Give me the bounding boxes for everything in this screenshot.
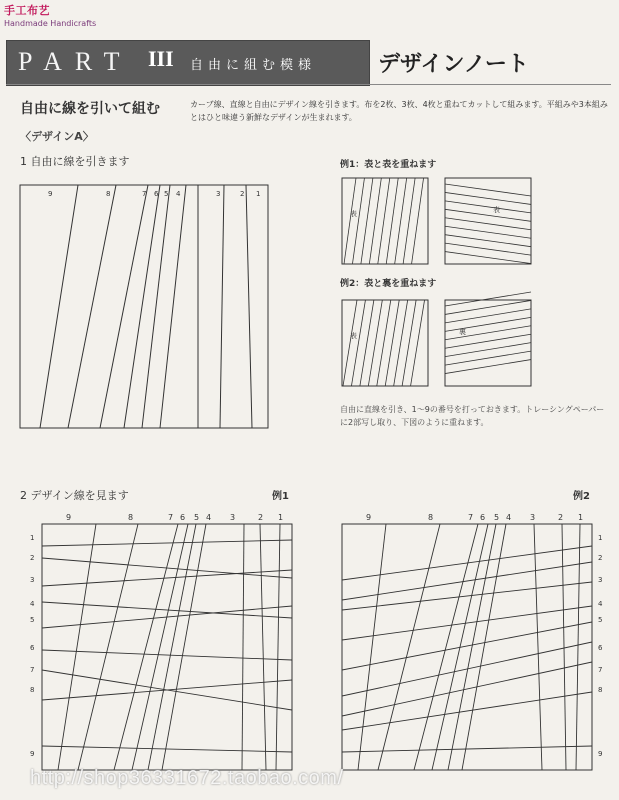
main-number-8: 8 bbox=[106, 190, 111, 198]
g2-nums-top-5: 5 bbox=[494, 513, 500, 522]
g1-lines-h-8 bbox=[42, 680, 292, 700]
g1-nums-side-7: 7 bbox=[30, 666, 35, 674]
example1-overlay-diagram bbox=[445, 178, 533, 266]
ex1a-face-label: 表 bbox=[350, 210, 357, 218]
g1-lines-v-8 bbox=[260, 524, 266, 770]
g1-lines-v-9 bbox=[276, 524, 280, 770]
g2-lines-v-9 bbox=[576, 524, 580, 770]
ex2b-frame bbox=[445, 300, 531, 386]
ex2b-lines-line-5 bbox=[445, 326, 531, 340]
g2-nums-side-4: 4 bbox=[598, 600, 603, 608]
g1-nums-side-9: 9 bbox=[30, 750, 35, 758]
g1-lines-h-2 bbox=[42, 558, 292, 578]
g2-nums-top-6: 6 bbox=[480, 513, 486, 522]
grid-diagram-example2 bbox=[328, 510, 612, 772]
g1-nums-top-9: 9 bbox=[66, 513, 72, 522]
g1-nums-side-5: 5 bbox=[30, 616, 35, 624]
example1-label: 例1 bbox=[272, 491, 289, 502]
design-label: 〈デザインA〉 bbox=[20, 130, 94, 143]
g2-nums-top-4: 4 bbox=[506, 513, 512, 522]
ex2b-lines-line-7 bbox=[445, 343, 531, 357]
ex2a-lines-line-8 bbox=[402, 300, 416, 386]
g1-nums-top-5: 5 bbox=[194, 513, 200, 522]
g2-lines-v-1 bbox=[358, 524, 386, 770]
example1-title: 例1：表と表を重ねます bbox=[340, 160, 437, 170]
g1-nums-top-4: 4 bbox=[206, 513, 212, 522]
ex2a-lines-line-4 bbox=[368, 300, 382, 386]
main-diagram-frame bbox=[20, 185, 268, 428]
g1-nums-side-6: 6 bbox=[30, 644, 35, 652]
part-label: PART bbox=[18, 47, 133, 76]
g2-nums-top-9: 9 bbox=[366, 513, 372, 522]
g1-lines-v-4 bbox=[132, 524, 188, 770]
g1-nums-top-6: 6 bbox=[180, 513, 186, 522]
g1-nums-side-8: 8 bbox=[30, 686, 35, 694]
grid2-frame bbox=[342, 524, 592, 770]
g2-lines-h-5 bbox=[342, 622, 592, 670]
g1-lines-v-7 bbox=[242, 524, 244, 770]
shop-watermark: http://shop36331672.taobao.com/ bbox=[30, 767, 344, 789]
g1-nums-top-3: 3 bbox=[230, 513, 236, 522]
main-line-1 bbox=[40, 185, 78, 428]
g2-nums-top-3: 3 bbox=[530, 513, 536, 522]
shop-logo bbox=[4, 2, 174, 30]
g1-nums-top-2: 2 bbox=[258, 513, 264, 522]
ex1b-frame bbox=[445, 178, 531, 264]
ex2a-lines-line-5 bbox=[377, 300, 391, 386]
ex1b-face-label: 表 bbox=[493, 206, 500, 214]
part-subtitle: 自由に組む模様 bbox=[190, 58, 317, 73]
example2-front-diagram bbox=[342, 300, 430, 388]
g1-lines-h-5 bbox=[42, 606, 292, 628]
g2-lines-h-7 bbox=[342, 662, 592, 716]
step2-heading: 2 デザイン線を見ます bbox=[20, 489, 129, 502]
main-line-2 bbox=[68, 185, 116, 428]
ex2b-lines-line-3 bbox=[445, 309, 531, 323]
main-line-4 bbox=[124, 185, 160, 428]
g1-nums-side-4: 4 bbox=[30, 600, 35, 608]
g2-nums-side-5: 5 bbox=[598, 616, 603, 624]
ex2b-lines-line-2 bbox=[445, 300, 531, 314]
g2-lines-v-5 bbox=[448, 524, 496, 770]
main-number-2: 2 bbox=[240, 190, 245, 198]
ex2a-lines-line-2 bbox=[351, 300, 365, 386]
main-number-3: 3 bbox=[216, 190, 221, 198]
ex2b-lines-line-6 bbox=[445, 334, 531, 348]
g1-lines-h-6 bbox=[42, 650, 292, 660]
ex2a-lines-line-1 bbox=[343, 300, 357, 386]
ex2b-lines-line-8 bbox=[445, 351, 531, 365]
grid-diagram-example1 bbox=[28, 510, 296, 772]
g2-lines-h-3 bbox=[342, 582, 592, 610]
example2-title: 例2：表と裏を重ねます bbox=[340, 279, 437, 289]
logo-subtitle: Handmade Handicrafts bbox=[4, 19, 97, 28]
g2-nums-side-7: 7 bbox=[598, 666, 603, 674]
g1-nums-top-1: 1 bbox=[278, 513, 284, 522]
g2-nums-top-2: 2 bbox=[558, 513, 564, 522]
ex2b-lines-line-4 bbox=[445, 317, 531, 331]
g1-lines-v-5 bbox=[148, 524, 196, 770]
g1-nums-top-7: 7 bbox=[168, 513, 174, 522]
instruction-note: 自由に直線を引き、1〜9の番号を打っておきます。トレーシングペーパーに2部写し取り、下図のように重ねます。 bbox=[340, 405, 605, 427]
ex2a-lines-line-3 bbox=[360, 300, 374, 386]
example2-label: 例2 bbox=[573, 491, 590, 502]
g2-nums-side-2: 2 bbox=[598, 554, 603, 562]
g2-nums-top-7: 7 bbox=[468, 513, 474, 522]
main-line-3 bbox=[100, 185, 148, 428]
g2-nums-side-9: 9 bbox=[598, 750, 603, 758]
ex2a-lines-line-9 bbox=[411, 300, 425, 386]
logo-text: 手工布艺 bbox=[4, 4, 50, 17]
main-number-5: 5 bbox=[164, 190, 169, 198]
g2-nums-side-1: 1 bbox=[598, 534, 603, 542]
main-line-8 bbox=[220, 185, 224, 428]
g1-lines-v-2 bbox=[78, 524, 138, 770]
example2-overlay-diagram bbox=[445, 300, 533, 388]
main-number-1: 1 bbox=[256, 190, 261, 198]
ex2b-lines-line-1 bbox=[445, 292, 531, 306]
page-title: デザインノート bbox=[378, 52, 529, 77]
main-number-4: 4 bbox=[176, 190, 181, 198]
g1-nums-side-3: 3 bbox=[30, 576, 35, 584]
g2-nums-side-8: 8 bbox=[598, 686, 603, 694]
part-roman-numeral: III bbox=[148, 46, 174, 71]
g2-lines-v-2 bbox=[378, 524, 440, 770]
ex2a-face-label: 表 bbox=[350, 332, 357, 340]
intro-text: カーブ線、直線と自由にデザイン線を引きます。布を2枚、3枚、4枚と重ねてカットして組みます。平組みや3本組みとはひと味違う新鮮なデザインが生まれます。 bbox=[190, 100, 608, 122]
g2-lines-h-1 bbox=[342, 546, 592, 580]
g2-lines-h-4 bbox=[342, 606, 592, 640]
ex2a-lines-line-7 bbox=[394, 300, 408, 386]
ex2a-lines-line-6 bbox=[385, 300, 399, 386]
main-number-7: 7 bbox=[142, 190, 147, 198]
ex1a-frame bbox=[342, 178, 428, 264]
g2-lines-h-6 bbox=[342, 642, 592, 696]
g1-nums-top-8: 8 bbox=[128, 513, 134, 522]
g1-lines-h-3 bbox=[42, 570, 292, 586]
header-divider bbox=[6, 84, 611, 85]
g2-nums-side-6: 6 bbox=[598, 644, 603, 652]
g2-lines-h-9 bbox=[342, 746, 592, 752]
main-number-9: 9 bbox=[48, 190, 53, 198]
g1-lines-h-9 bbox=[42, 746, 292, 752]
example1-front-diagram bbox=[342, 178, 430, 266]
g1-nums-side-2: 2 bbox=[30, 554, 35, 562]
ex2b-back-label: 裏 bbox=[459, 328, 466, 336]
ex2b-lines-line-9 bbox=[445, 360, 531, 374]
main-number-6: 6 bbox=[154, 190, 159, 198]
g2-nums-side-3: 3 bbox=[598, 576, 603, 584]
section-title: 自由に線を引いて組む bbox=[20, 101, 160, 117]
g2-nums-top-1: 1 bbox=[578, 513, 584, 522]
g2-lines-h-8 bbox=[342, 692, 592, 730]
main-line-6 bbox=[160, 185, 186, 428]
g2-lines-v-7 bbox=[534, 524, 542, 770]
g2-lines-v-8 bbox=[562, 524, 566, 770]
main-line-9 bbox=[246, 185, 252, 428]
g1-lines-h-1 bbox=[42, 540, 292, 546]
main-line-5 bbox=[142, 185, 170, 428]
main-line-diagram bbox=[20, 180, 270, 430]
g2-nums-top-8: 8 bbox=[428, 513, 434, 522]
g1-nums-side-1: 1 bbox=[30, 534, 35, 542]
step1-heading: 1 自由に線を引きます bbox=[20, 155, 130, 168]
